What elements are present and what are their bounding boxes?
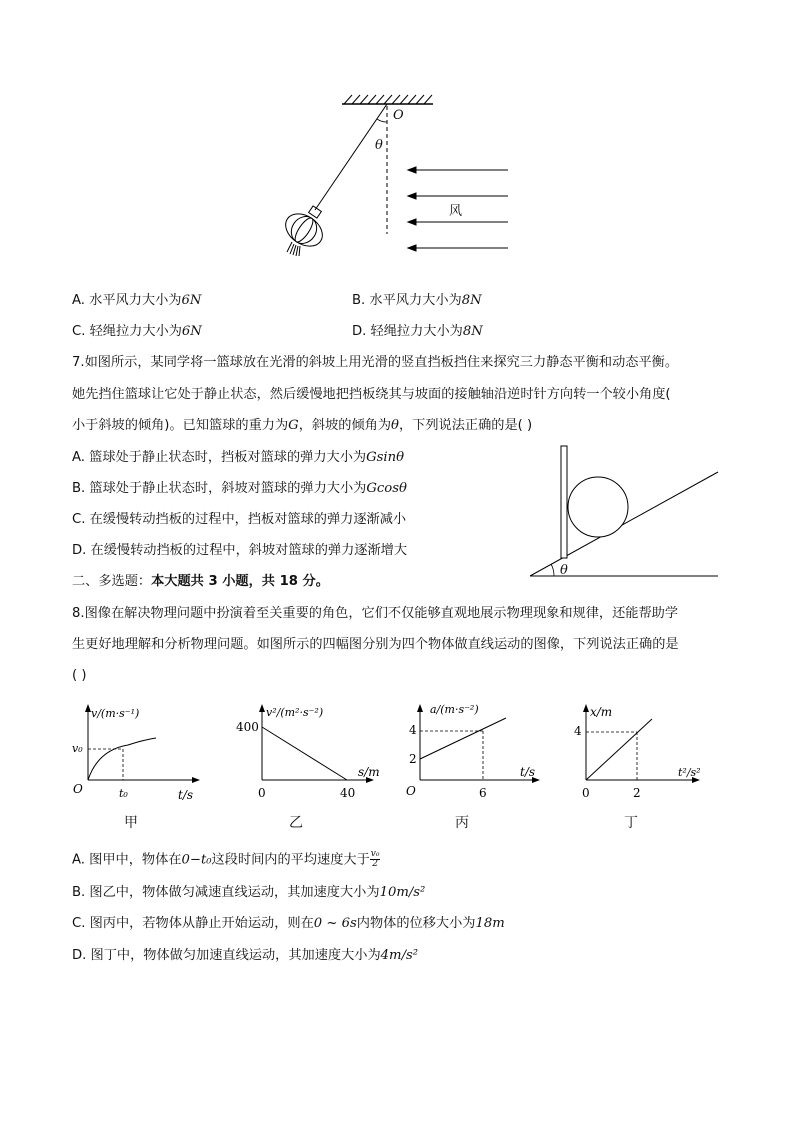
graph-jia [68, 700, 208, 808]
slope-angle-arc [551, 564, 554, 576]
math-theta: θ [391, 418, 399, 433]
slope-angle-label: θ [560, 563, 568, 578]
q8-stem-line3: ( ) [72, 668, 87, 683]
q7-stem-line3 [72, 416, 532, 436]
q7-stem-line2: 她先挡住篮球让它处于静止状态，然后缓慢地把挡板绕其与坡面的接触轴沿逆时针方向转一个较小角度( [72, 387, 671, 402]
graph-bing [398, 700, 548, 808]
option-text: A. 图甲中，物体在 [72, 852, 182, 868]
option-math: 6N [181, 293, 202, 308]
option-text: D. 轻绳拉力大小为 [352, 324, 463, 339]
ceiling-hatch [344, 95, 432, 104]
origin-label: O [406, 784, 416, 798]
q8-option-a[interactable] [72, 850, 380, 871]
q7-option-b[interactable] [72, 479, 407, 499]
y-tick: 400 [236, 720, 259, 734]
y-axis-label: v²/(m²·s⁻²) [266, 706, 324, 719]
option-text: 这段时间内的平均速度大于 [211, 852, 370, 868]
y-tick-2: 2 [409, 752, 417, 766]
option-math: 4m/s² [380, 948, 419, 963]
text: 小于斜坡的倾角)。已知篮球的重力为 [72, 418, 289, 433]
y-axis-label: x/m [590, 705, 613, 719]
angle-theta-label: θ [375, 138, 383, 153]
q8-stem-line1: 8.图像在解决物理问题中扮演着至关重要的角色，它们不仅能够直观地展示物理现象和规律，还能帮助学 [72, 606, 679, 621]
origin-label: 0 [582, 786, 590, 800]
x-tick: t₀ [119, 787, 128, 800]
x-t2-line [586, 719, 652, 780]
x-axis-label: t²/s² [678, 766, 701, 779]
q7-figure [526, 440, 722, 582]
q7-option-c[interactable]: C. 在缓慢转动挡板的过程中，挡板对篮球的弹力逐渐减小 [72, 512, 407, 527]
y-axis-arrow [583, 704, 589, 712]
option-math: 8N [461, 293, 482, 308]
y-axis-label: a/(m·s⁻²) [430, 703, 479, 716]
rope [315, 104, 387, 210]
wind-label: 风 [449, 204, 463, 219]
q7-option-d[interactable]: D. 在缓慢转动挡板的过程中，斜坡对篮球的弹力逐渐增大 [72, 543, 408, 558]
q6-option-a[interactable] [72, 291, 201, 311]
origin-label: O [73, 782, 83, 796]
x-axis-arrow [192, 777, 200, 783]
q8-stem-line2: 生更好地理解和分析物理问题。如图所示的四幅图分别为四个物体做直线运动的图像，下列说法正确的是 [72, 637, 679, 652]
point-o-label: O [393, 108, 404, 123]
q7-option-a[interactable] [72, 448, 404, 468]
option-text: 内物体的位移大小为 [356, 916, 476, 931]
q8-option-c[interactable] [72, 914, 505, 934]
x-axis-label: t/s [520, 765, 536, 779]
basketball [568, 477, 628, 537]
q6-option-c[interactable] [72, 322, 202, 342]
graph-ding-caption: 丁 [624, 815, 638, 831]
graph-yi [232, 700, 382, 808]
fraction-denominator: 2 [372, 859, 378, 869]
option-text: B. 水平风力大小为 [352, 293, 462, 308]
option-text: A. 水平风力大小为 [72, 293, 182, 308]
y-axis-arrow [259, 704, 265, 712]
fraction-numerator: v₀ [370, 849, 380, 859]
q7-stem-line1: 7.如图所示，某同学将一篮球放在光滑的斜坡上用光滑的竖直挡板挡住来探究三力静态平衡和动态平衡。 [72, 355, 679, 370]
option-math: 10m/s² [379, 885, 426, 900]
y-axis-arrow [417, 704, 423, 712]
section-prefix: 二、多选题： [72, 574, 152, 589]
option-math: 0−t₀ [181, 852, 212, 868]
a-t-line [420, 718, 506, 759]
y-tick-4: 4 [409, 723, 417, 737]
x-tick: 2 [633, 786, 641, 800]
x-tick: 40 [340, 786, 356, 800]
board [561, 446, 567, 558]
text: ，下列说法正确的是( ) [398, 418, 533, 433]
origin-label: 0 [258, 786, 266, 800]
section-heading [72, 572, 329, 592]
option-math: Gsinθ [366, 450, 405, 465]
option-math: 6N [181, 324, 202, 339]
option-text: A. 篮球处于静止状态时，挡板对篮球的弹力大小为 [72, 450, 367, 465]
q6-option-b[interactable] [352, 291, 482, 311]
x-axis-label: t/s [178, 788, 194, 802]
y-tick: 4 [574, 724, 582, 738]
option-text: C. 轻绳拉力大小为 [72, 324, 182, 339]
q8-option-b[interactable] [72, 883, 425, 903]
x-tick: 6 [479, 786, 487, 800]
y-axis-label: v/(m·s⁻¹) [91, 707, 140, 720]
option-math: 0 ~ 6s [313, 916, 357, 931]
q8-option-d[interactable] [72, 946, 418, 966]
math-g: G [288, 418, 299, 433]
fraction [370, 850, 381, 869]
option-text: D. 图丁中，物体做匀加速直线运动，其加速度大小为 [72, 948, 381, 963]
velocity-curve [88, 738, 156, 780]
v2-s-line [262, 727, 347, 780]
section-info: 本大题共 3 小题，共 18 分。 [151, 574, 329, 589]
q6-option-d[interactable] [352, 322, 483, 342]
option-text: B. 图乙中，物体做匀减速直线运动，其加速度大小为 [72, 885, 380, 900]
option-math: 18m [475, 916, 505, 931]
x-axis-label: s/m [358, 765, 380, 779]
graph-yi-caption: 乙 [289, 815, 303, 831]
option-math: Gcosθ [366, 481, 407, 496]
option-text: C. 图丙中，若物体从静止开始运动，则在 [72, 916, 314, 931]
graph-bing-caption: 丙 [455, 815, 469, 831]
slope-line [530, 472, 718, 576]
option-text: B. 篮球处于静止状态时，斜坡对篮球的弹力大小为 [72, 481, 367, 496]
y-tick: v₀ [72, 742, 83, 755]
graph-ding [570, 700, 720, 808]
text: ，斜坡的倾角为 [298, 418, 392, 433]
angle-arc [377, 119, 387, 122]
option-math: 8N [462, 324, 483, 339]
lantern-icon [280, 206, 329, 256]
graph-jia-caption: 甲 [124, 815, 138, 831]
